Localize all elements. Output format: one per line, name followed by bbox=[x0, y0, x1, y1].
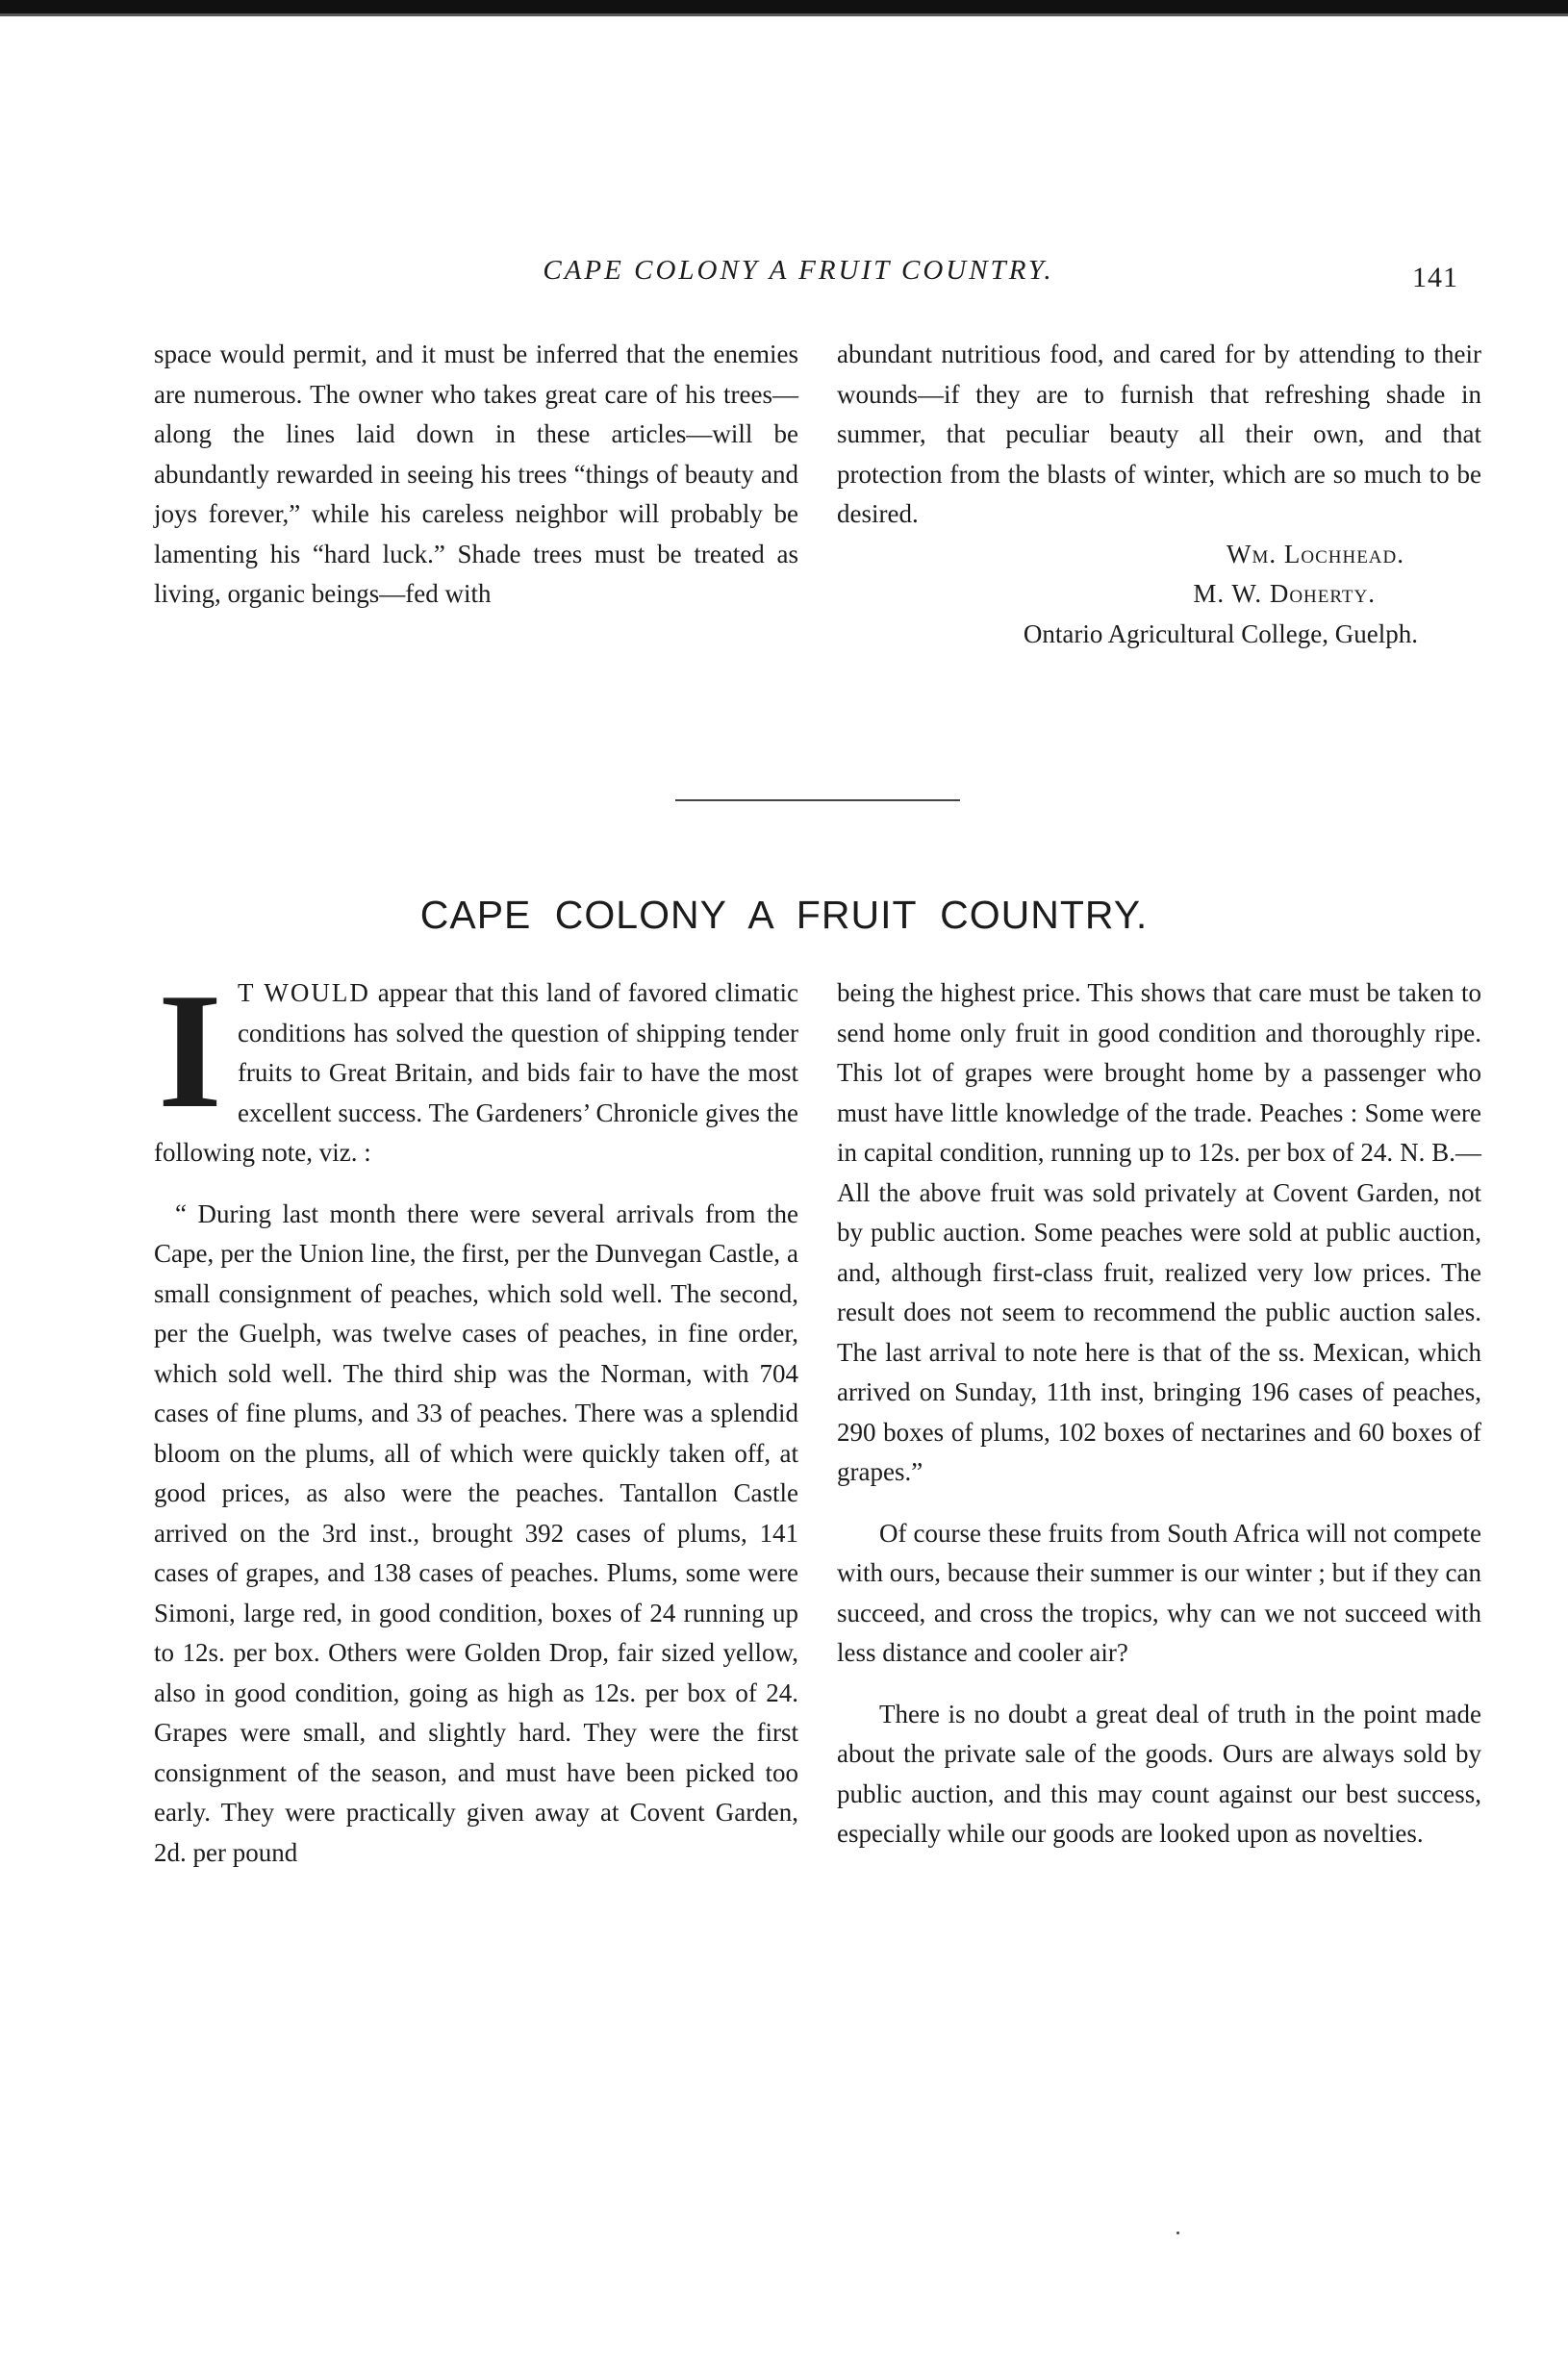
article-title: CAPE COLONY A FRUIT COUNTRY. bbox=[419, 893, 1149, 937]
article-paragraph-3: There is no doubt a great deal of truth in the point made about the private sale of the goods. Ours are always sold by public auction, and this may count against our best success, especially while our goods are looked upon as novelties. bbox=[837, 1699, 1481, 1848]
previous-article-text-left: space would permit, and it must be inferred that the enemies are numerous. The owner who takes great care of his trees—along the lines laid down in these articles—will be abundantly rewarded in seeing his trees “things of beauty and joys forever,” while his careless neighbor will probably be lamenting his “hard luck.” Shade trees must be treated as living, organic beings—fed with bbox=[154, 340, 798, 608]
author-signature-1: Wm. Lochhead. bbox=[1226, 539, 1404, 568]
article-paragraph-2: Of course these fruits from South Africa will not compete with ours, because their summer is our winter ; but if they can succeed, and cross the tropics, why can we not succeed with less distance and cooler air? bbox=[837, 1518, 1481, 1667]
author-affiliation: Ontario Agricultural College, Guelph. bbox=[1023, 618, 1418, 648]
page-number: 141 bbox=[1412, 262, 1458, 293]
running-header: CAPE COLONY A FRUIT COUNTRY. bbox=[543, 255, 1054, 286]
article-right-column bbox=[837, 973, 1481, 1854]
previous-article-left-column bbox=[154, 335, 798, 615]
quoted-note-right: being the highest price. This shows that care must be taken to send home only fruit in good condition and thoroughly ripe. This lot of grapes were brought home by a passenger who must have little knowledge of the trade. Peaches : Some were in capital condition, running up to 12s. per box of 24. N. B.—All the above fruit was sold privately at Covent Garden, not by public auction. Some peaches were sold at public auction, and, although first-class fruit, realized very low prices. The result does not seem to recommend the public auction sales. The last arrival to note here is that of the ss. Mexican, which arrived on Sunday, 11th inst, bringing 196 cases of peaches, 290 boxes of plums, 102 boxes of nectarines and 60 boxes of grapes.” bbox=[837, 978, 1481, 1486]
quoted-note-left: “ During last month there were several arrivals from the Cape, per the Union line, the first, per the Dunvegan Castle, a small consignment of peaches, which sold well. The second, per the Guelph, was twelve cases of peaches, in fine order, which sold well. The third ship was the Norman, with 704 cases of fine plums, and 33 of peaches. There was a splendid bloom on the plums, all of which were quickly taken off, at good prices, as also were the peaches. Tantallon Castle arrived on the 3rd inst., brought 392 cases of plums, 141 cases of grapes, and 138 cases of peaches. Plums, some were Simoni, large red, in good condition, boxes of 24 running up to 12s. per box. Others were Golden Drop, fair sized yellow, also in good condition, going as high as 12s. per box of 24. Grapes were small, and slightly hard. They were the first consignment of the season, and must have been picked too early. They were practically given away at Covent Garden, 2d. per pound bbox=[154, 1198, 798, 1867]
drop-cap-letter: I bbox=[158, 960, 222, 1143]
article-intro-text: appear that this land of favored climatic conditions has solved the question of shipping tender fruits to Great Britain, and bids fair to have the most excellent success. The Gardeners’ Chronicle gives the following note, viz. : bbox=[154, 978, 799, 1167]
previous-article-right-column bbox=[837, 335, 1481, 654]
lead-in-caps: T WOULD bbox=[237, 978, 370, 1007]
article-left-column bbox=[154, 960, 799, 1873]
top-border-rule bbox=[0, 0, 1568, 13]
article-intro-paragraph bbox=[154, 960, 799, 1173]
stray-mark bbox=[1176, 2232, 1179, 2234]
previous-article-text-right: abundant nutritious food, and cared for by attending to their wounds—if they are to furnish that refreshing shade in summer, that peculiar beauty all their own, and that protection from the blasts of winter, which are so much to be desired. bbox=[837, 340, 1481, 528]
author-signature-2: M. W. Doherty. bbox=[1193, 579, 1376, 608]
section-divider bbox=[675, 799, 960, 801]
top-border-rule-thin bbox=[0, 13, 1568, 16]
